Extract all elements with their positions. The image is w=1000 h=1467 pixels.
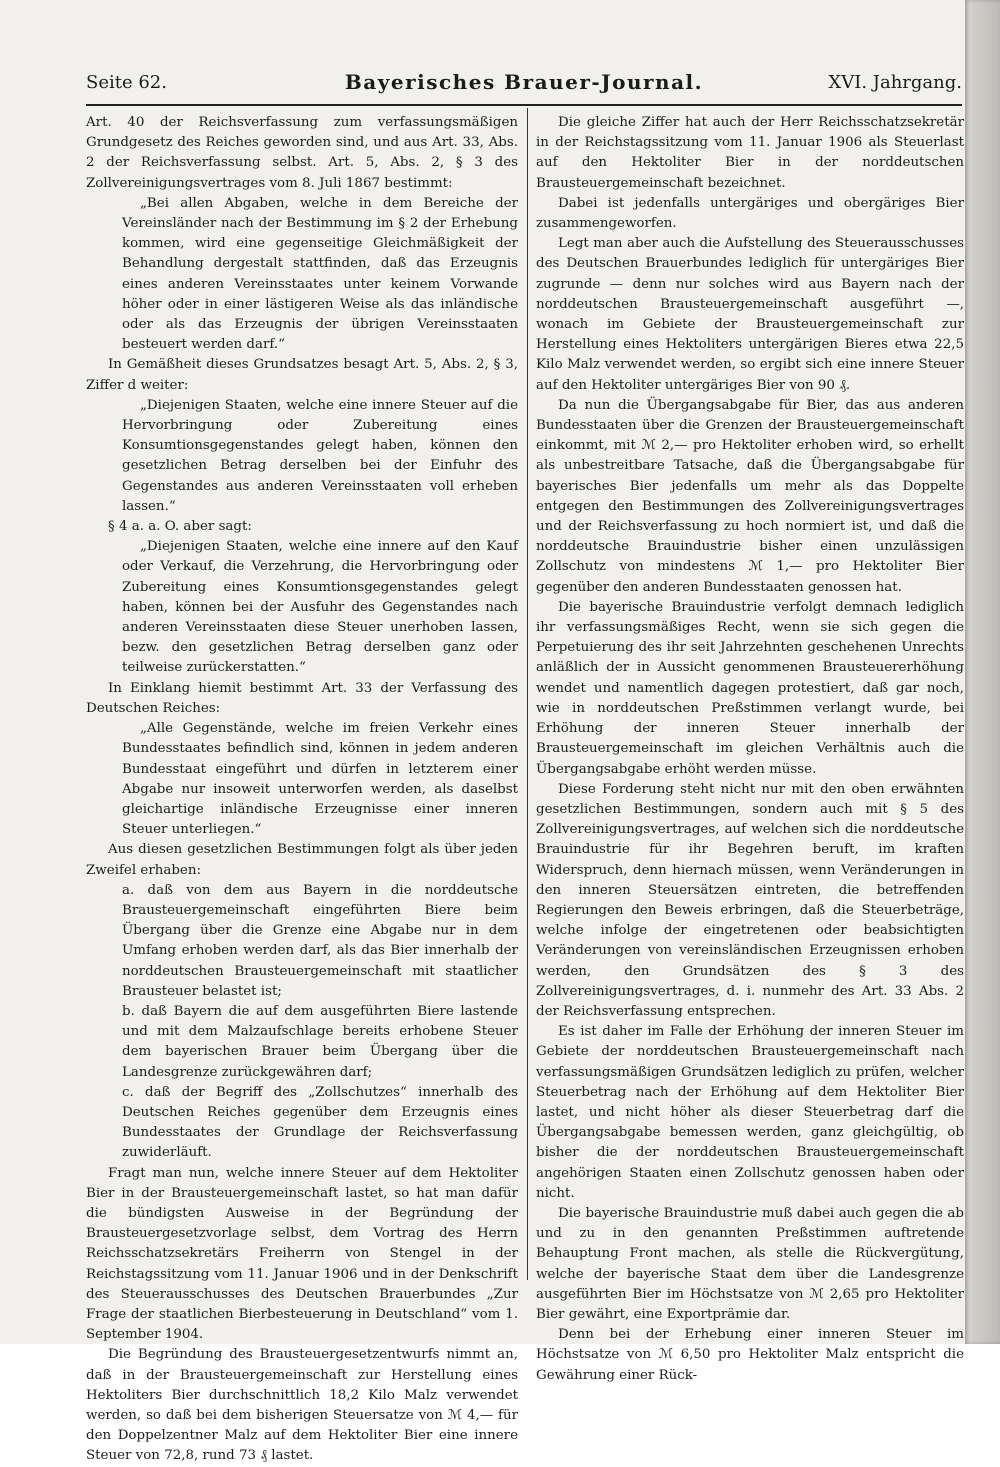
quote-block: „Diejenigen Staaten, welche eine innere Steuer auf die Hervorbringung oder Zubereitung eines Konsumtionsgegenstandes gelegt haben, können den gesetzlichen Betrag derselben bei der Einfuhr des Gegenstandes aus anderen Vereinsstaaten voll erheben lassen.“ — [122, 397, 518, 514]
column-divider — [527, 108, 528, 1280]
header-rule — [86, 104, 962, 106]
paragraph: Die Begründung des Brausteuergesetzentwurfs nimmt an, daß in der Brausteuergemeinschaft zur Herstellung eines Hektoliters Bier durchschnittlich 18,2 Kilo Malz verwendet werden, so daß bei dem bisherigen Steuersatze von ℳ 4,— für den Doppelzentner Malz auf dem Hektoliter Bier eine innere Steuer von 72,8, rund 73 ₰ lastet. — [86, 1347, 518, 1464]
right-column — [536, 113, 964, 1386]
paragraph: Die bayerische Brauindustrie verfolgt demnach lediglich ihr verfassungsmäßiges Recht, wenn sie sich gegen die Perpetuierung des ihr seit Jahrzehnten geschehenen Unrechts anläßlich der in Aussicht genommenen Brausteuererhöhung wendet und namentlich dagegen protestiert, daß gar noch, wie in norddeutschen Preßstimmen verlangt wurde, bei Erhöhung der inneren Steuer innerhalb der Brausteuergemeinschaft im gleichen Verhältnis auch die Übergangsabgabe erhöht werden müsse. — [536, 599, 964, 777]
paragraph: Art. 40 der Reichsverfassung zum verfassungsmäßigen Grundgesetz des Reiches geworden sind, und aus Art. 33, Abs. 2 der Reichsverfassung selbst. Art. 5, Abs. 2, § 3 des Zollvereinigungsvertrages vom 8. Juli 1867 bestimmt: — [86, 115, 518, 191]
paragraph: Es ist daher im Falle der Erhöhung der inneren Steuer im Gebiete der norddeutschen Brausteuergemeinschaft nach verfassungsmäßigen Grundsätzen lediglich zu prüfen, welcher Steuerbetrag nach der Erhöhung auf dem Hektoliter Bier lastet, und nicht höher als dieser Steuerbetrag darf die Übergangsabgabe bemessen werden, ganz gleichgültig, ob bisher die der norddeutschen Brausteuergemeinschaft angehörigen Staaten einen Zollschutz genossen haben oder nicht. — [536, 1024, 964, 1201]
paragraph: In Einklang hiemit bestimmt Art. 33 der Verfassung des Deutschen Reiches: — [86, 680, 518, 716]
quote-block: „Alle Gegenstände, welche im freien Verkehr eines Bundesstaates befindlich sind, können in jedem anderen Bundesstaat eingeführt und dürfen in letzterem einer Abgabe nur insoweit unterworfen werden, als daselbst gleichartige inländische Erzeugnisse einer inneren Steuer unterliegen.“ — [122, 721, 518, 838]
paragraph: Dabei ist jedenfalls untergäriges und obergäriges Bier zusammengeworfen. — [536, 195, 964, 232]
scan-edge-shadow — [965, 0, 1000, 1344]
list-item-c: c. daß der Begriff des „Zollschutzes“ innerhalb des Deutschen Reiches gegenüber dem Erzeugnis eines Bundesstaates der Grundlage der Reichsverfassung zuwiderläuft. — [122, 1084, 518, 1161]
paragraph: Legt man aber auch die Aufstellung des Steuerausschusses des Deutschen Brauerbundes lediglich für untergäriges Bier zugrunde — denn nur solches wird aus Bayern nach der norddeutschen Brausteuergemeinschaft ausgeführt —, wonach im Gebiete der Brausteuergemeinschaft zur Herstellung eines Hektoliters untergärigen Bieres etwa 22,5 Kilo Malz verwendet werden, so ergibt sich eine innere Steuer auf den Hektoliter untergäriges Bier von 90 ₰. — [536, 236, 964, 393]
paragraph: Aus diesen gesetzlichen Bestimmungen folgt als über jeden Zweifel erhaben: — [86, 842, 518, 878]
paragraph: In Gemäßheit dieses Grundsatzes besagt Art. 5, Abs. 2, § 3, Ziffer d weiter: — [86, 357, 518, 393]
quote-block: „Bei allen Abgaben, welche in dem Bereiche der Vereinsländer nach der Bestimmung im § 2 der Erhebung kommen, wird eine gegenseitige Gleichmäßigkeit der Behandlung dergestalt stattfinden, daß das Erzeugnis eines anderen Vereinsstaates unter keinem Vorwande höher oder in einer lästigeren Weise als das inländische oder als das Erzeugnis der übrigen Vereinsstaaten besteuert werden darf.“ — [122, 195, 518, 353]
paragraph: Denn bei der Erhebung einer inneren Steuer im Höchstsatze von ℳ 6,50 pro Hektoliter Malz entspricht die Gewährung einer Rück- — [536, 1327, 964, 1383]
list-item-a: a. daß von dem aus Bayern in die norddeutsche Brausteuergemeinschaft eingeführten Biere beim Übergang über die Grenze eine Abgabe nur in dem Umfang erhoben werden darf, als das Bier innerhalb der norddeutschen Brausteuergemeinschaft mit staatlicher Brausteuer belastet ist; — [122, 882, 518, 999]
paragraph: Da nun die Übergangsabgabe für Bier, das aus anderen Bundesstaaten über die Grenzen der Brausteuergemeinschaft einkommt, mit ℳ 2,— pro Hektoliter erhoben wird, so erhellt als unbestreitbare Tatsache, daß die Übergangsabgabe für bayerisches Bier jedenfalls um mehr als das Doppelte entgegen den Bestimmungen des Zollvereinigungsvertrages und der Reichsverfassung zu hoch normiert ist, und daß die norddeutsche Brauindustrie bisher einen unzulässigen Zollschutz von mindestens ℳ 1,— pro Hektoliter Bier gegenüber den anderen Bundesstaaten genossen hat. — [536, 397, 964, 595]
volume-label: XVI. Jahrgang. — [828, 72, 962, 93]
journal-title: Bayerisches Brauer-Journal. — [344, 70, 704, 94]
left-column — [86, 113, 518, 1467]
paragraph: Die gleiche Ziffer hat auch der Herr Reichsschatzsekretär in der Reichstagssitzung vom 11. Januar 1906 als Steuerlast auf den Hektoliter Bier in der norddeutschen Brausteuergemeinschaft bezeichnet. — [536, 115, 964, 191]
quote-block: „Diejenigen Staaten, welche eine innere auf den Kauf oder Verkauf, die Verzehrung, die Hervorbringung oder Zubereitung eines Konsumtionsgegenstandes gelegt haben, können bei der Ausfuhr des Gegenstandes nach anderen Vereinsstaaten diese Steuer unerhoben lassen, bezw. den gesetzlichen Betrag derselben ganz oder teilweise zurückerstatten.“ — [122, 539, 518, 676]
list-item-b: b. daß Bayern die auf dem ausgeführten Biere lastende und mit dem Malzaufschlage bereits erhobene Steuer dem bayerischen Brauer beim Übergang über die Landesgrenze zurückgewähren darf; — [122, 1003, 518, 1080]
paragraph: § 4 a. a. O. aber sagt: — [108, 519, 252, 535]
paragraph: Die bayerische Brauindustrie muß dabei auch gegen die ab und zu in den genannten Preßstimmen auftretende Behauptung Front machen, als stelle die Rückvergütung, welche der bayerische Staat dem über die Landesgrenze ausgeführten Bier im Höchstsatze von ℳ 2,65 pro Hektoliter Bier gewährt, eine Exportprämie dar. — [536, 1205, 964, 1322]
page-number: Seite 62. — [86, 72, 167, 93]
paragraph: Fragt man nun, welche innere Steuer auf dem Hektoliter Bier in der Brausteuergemeinschaft lastet, so hat man dafür die bündigsten Ausweise in der Begründung der Brausteuergesetzvorlage selbst, dem Vortrag des Herrn Reichsschatzsekretärs Freiherrn von Stengel in der Reichstagssitzung vom 11. Januar 1906 und in der Denkschrift des Steuerausschusses des Deutschen Brauerbundes „Zur Frage der staatlichen Bierbesteuerung in Deutschland“ vom 1. September 1904. — [86, 1165, 518, 1343]
paragraph: Diese Forderung steht nicht nur mit den oben erwähnten gesetzlichen Bestimmungen, sondern auch mit § 5 des Zollvereinigungsvertrages, auf welchen sich die norddeutsche Brauindustrie für ihr Begehren beruft, im kraften Widerspruch, denn hiernach müssen, wenn Veränderungen in den inneren Steuersätzen eintreten, die betreffenden Regierungen den Beweis erbringen, daß die Steuerbeträge, welche infolge der eingetretenen oder beabsichtigten Veränderungen von vereinsländischen Erzeugnissen erhoben werden, den Grundsätzen des § 3 des Zollvereinigungsvertrages, d. i. nunmehr des Art. 33 Abs. 2 der Reichsverfassung entsprechen. — [536, 781, 964, 1019]
page-header — [86, 72, 962, 102]
